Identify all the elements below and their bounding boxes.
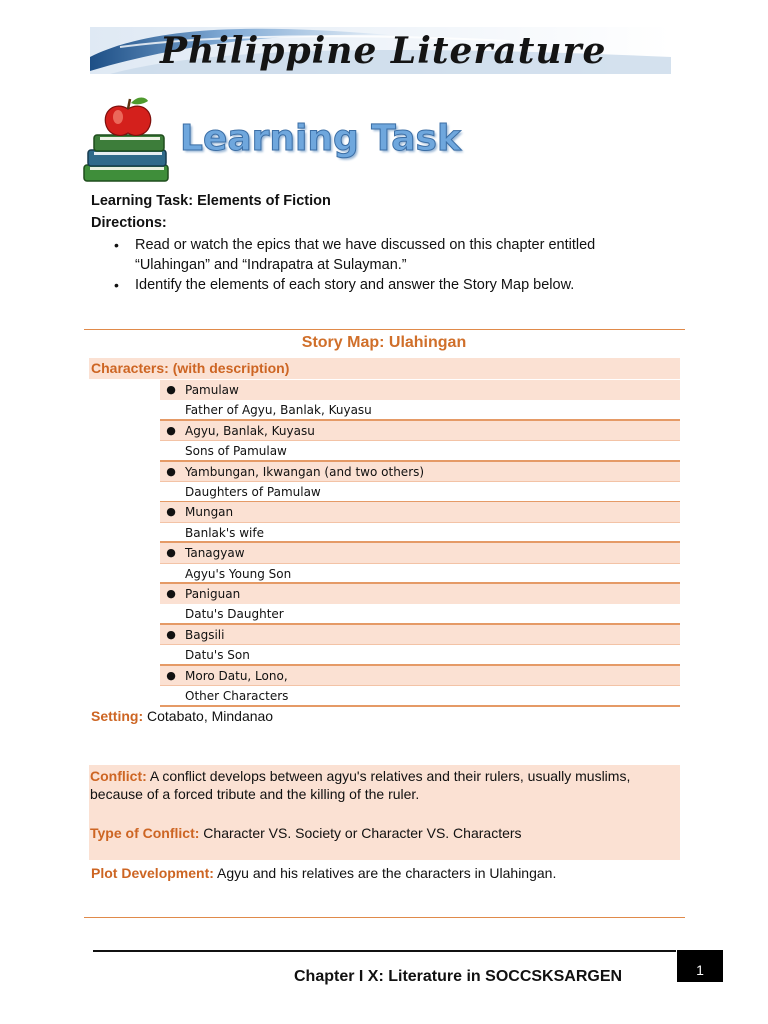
character-name-row xyxy=(160,421,680,442)
character-name: Tanagyaw xyxy=(185,546,245,561)
bullet-icon: • xyxy=(114,277,119,293)
bullet-icon: ● xyxy=(166,423,176,437)
character-name: Bagsili xyxy=(185,627,225,642)
header-banner xyxy=(90,27,671,74)
direction-2: Identify the elements of each story and answer the Story Map below. xyxy=(135,277,575,293)
character-description-row xyxy=(160,400,680,421)
conflict-label: Conflict: xyxy=(90,768,147,784)
character-description-row xyxy=(160,645,680,666)
character-name: Moro Datu, Lono, xyxy=(185,668,288,683)
footer-chapter: Chapter I X: Literature in SOCCSKSARGEN xyxy=(294,968,623,985)
character-name: Yambungan, Ikwangan (and two others) xyxy=(185,464,425,479)
character-name-row xyxy=(160,380,680,401)
characters-label: Characters: (with description) xyxy=(91,360,290,376)
character-name-row xyxy=(160,462,680,483)
bullet-icon: ● xyxy=(166,668,176,682)
banner-title: Philippine Literature xyxy=(160,30,607,72)
bullet-icon: ● xyxy=(166,505,176,519)
character-name: Paniguan xyxy=(185,587,241,601)
conflict-text-1: A conflict develops between agyu's relatives and their rulers, usually muslims, xyxy=(149,768,631,784)
story-map-title: Story Map: Ulahingan xyxy=(301,334,467,351)
learning-task-title: Learning Task xyxy=(180,118,461,159)
bullet-icon: ● xyxy=(166,627,176,641)
character-description-row xyxy=(160,523,680,544)
direction-1-line-2: “Ulahingan” and “Indrapatra at Sulayman.” xyxy=(135,257,407,273)
apple-books-icon xyxy=(80,95,172,187)
character-name-row xyxy=(160,543,680,564)
character-name-row xyxy=(160,625,680,646)
character-description-row xyxy=(160,482,680,503)
character-description: Father of Agyu, Banlak, Kuyasu xyxy=(185,403,372,418)
character-description-row xyxy=(160,564,680,585)
bullet-icon: ● xyxy=(166,464,176,478)
page-number: 1 xyxy=(677,950,723,982)
character-description: Datu's Daughter xyxy=(185,607,284,622)
character-description: Other Characters xyxy=(185,689,289,703)
character-description: Daughters of Pamulaw xyxy=(185,485,321,499)
plot-development-label: Plot Development: xyxy=(91,865,214,881)
type-of-conflict-label: Type of Conflict: xyxy=(90,825,200,841)
character-name-row xyxy=(160,666,680,687)
setting-line xyxy=(91,707,273,725)
character-description-row xyxy=(160,604,680,625)
footer-rule xyxy=(93,950,676,952)
plot-development-value: Agyu and his relatives are the characters in Ulahingan. xyxy=(217,865,557,881)
character-name-row xyxy=(160,502,680,523)
character-name: Mungan xyxy=(185,505,234,520)
plot-development-line xyxy=(91,864,556,882)
directions-label: Directions: xyxy=(91,215,167,231)
bullet-icon: ● xyxy=(166,383,176,396)
setting-label: Setting: xyxy=(91,708,144,724)
conflict-line-1 xyxy=(90,767,630,785)
type-of-conflict-line xyxy=(90,824,522,842)
character-description: Banlak's wife xyxy=(185,525,264,540)
conflict-text-2: because of a forced tribute and the killing of the ruler. xyxy=(90,786,420,802)
character-description: Datu's Son xyxy=(185,648,250,663)
bullet-icon: ● xyxy=(166,587,176,600)
character-name: Agyu, Banlak, Kuyasu xyxy=(185,423,315,438)
divider-bottom xyxy=(84,917,685,918)
bullet-icon: ● xyxy=(166,546,176,560)
character-name: Pamulaw xyxy=(185,383,239,397)
character-name-row xyxy=(160,584,680,605)
learning-task-subtitle: Learning Task: Elements of Fiction xyxy=(91,193,331,209)
divider-top xyxy=(84,329,685,330)
bullet-icon: • xyxy=(114,237,119,253)
type-of-conflict-value: Character VS. Society or Character VS. Characters xyxy=(203,825,522,841)
character-description-row xyxy=(160,441,680,462)
character-description: Sons of Pamulaw xyxy=(185,444,287,459)
direction-1-line-1: Read or watch the epics that we have discussed on this chapter entitled xyxy=(135,237,596,253)
character-description-row xyxy=(160,686,680,707)
character-description: Agyu's Young Son xyxy=(185,566,292,581)
setting-value: Cotabato, Mindanao xyxy=(147,708,274,724)
